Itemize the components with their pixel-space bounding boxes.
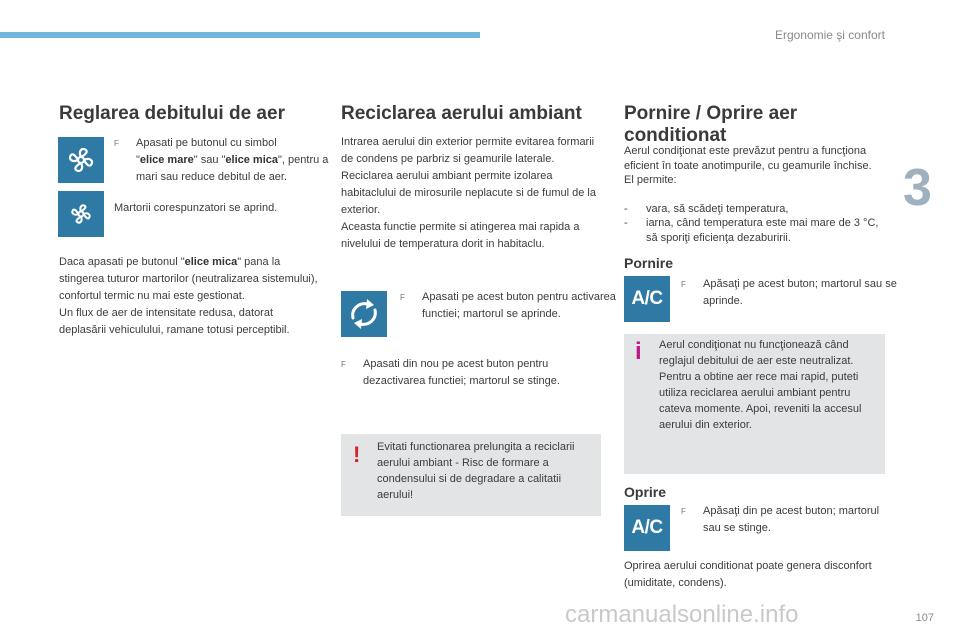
ac-off-bullet: F Apăsaţi din pe acest buton; martorul sau se stinge. [681,505,880,534]
small-fan-button-icon [58,191,104,237]
subsection-title-oprire: Oprire [624,484,667,500]
watermark: carmanualsonline.info [565,601,799,628]
recirculation-button-icon [341,291,387,337]
page-number: 107 [915,612,934,624]
large-fan-button-icon [58,137,104,183]
recirculation-bullet-2: F Apasati din nou pe acest buton pentru dezactivarea functiei; martorul se stinge. [341,358,560,387]
section-title-recirculation: Reciclarea aerului ambiant [341,103,582,124]
bullet-marker: F [681,280,686,289]
bullet-marker: F [114,139,119,148]
warning-text: Evitati functionarea prelungita a reciclarii aerului ambiant - Risc de formare a condensului si de degradare a calitatii aerului! [377,441,575,501]
ac-on-bullet: F Apăsaţi pe acest buton; martorul sau se aprinde. [681,278,897,307]
info-note [624,334,885,474]
header-title: Ergonomie şi confort [774,28,885,42]
section-title-ac: Pornire / Oprire aer conditionat [624,103,798,146]
ac-outro: Oprirea aerului conditionat poate genera disconfort (umiditate, condens). [624,560,872,589]
bullet-marker: F [341,360,346,369]
subsection-title-pornire: Pornire [624,255,674,271]
bullet-marker: F [681,507,686,516]
ac-off-button-icon: A/C [624,505,670,551]
info-icon: i [635,338,642,365]
ac-on-button-icon: A/C [624,276,670,322]
ac-dash-1: - vara, să scădeţi temperatura, [624,203,789,215]
bullet-marker: F [400,293,405,302]
recirculation-intro: Intrarea aerului din exterior permite evitarea formarii de condens pe parbriz si geamurile laterale. Reciclarea aerului ambiant permite izolarea habitaclului de mirosurile neplacute si de fumul de la exterior. Aceasta functie permite si atingerea mai rapida a nivelului de temperatura dorit in habitaclu. [341,136,596,250]
chapter-number: 3 [903,159,932,217]
section-title-airflow: Reglarea debitului de aer [59,103,285,124]
ac-dash-2: - iarna, când temperatura este mai mare de 3 °C, să sporiţi eficienţa dezaburirii. [624,217,879,244]
warning-icon: ! [353,442,361,467]
ac-intro: Aerul condiţionat este prevăzut pentru a funcţiona eficient în toate anotimpurile, cu geamurile închise. El permite: [624,145,872,186]
airflow-bullet-1: F Apasati pe butonul cu simbol "elice mare" sau "elice mica", pentru a mari sau reduce debitul de aer. [114,137,329,183]
airflow-paragraph: Daca apasati pe butonul "elice mica" pana la stingerea tuturor martorilor (neutralizarea sistemului), confortul termic nu mai este gestionat. Un flux de aer de intensitate redusa, datorat deplasării vehiculului, ramane totusi perceptibil. [59,256,318,336]
header-accent-bar [0,32,480,38]
airflow-indicators-text: Martorii corespunzatori se aprind. [114,202,278,214]
info-text: Aerul condiţionat nu funcţionează când reglajul debitului de aer este neutralizat. Pentru a obtine aer rece mai rapid, puteti utiliza reciclarea aerului ambiant pentru cateva momente. Apoi, reveniti la accesul aerului din exterior. [659,339,862,431]
recirculation-bullet-1: F Apasati pe acest buton pentru activarea functiei; martorul se aprinde. [400,291,616,320]
warning-note [341,434,601,516]
